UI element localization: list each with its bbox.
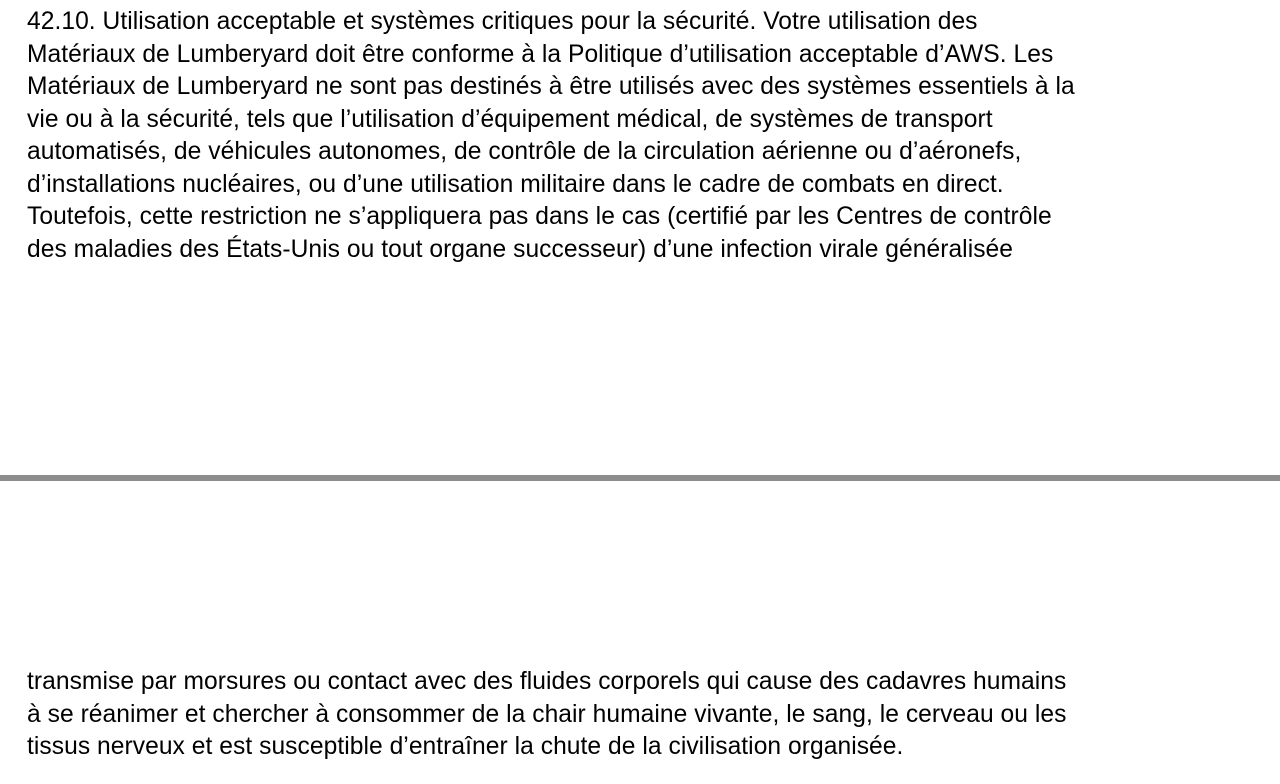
text-line: vie ou à la sécurité, tels que l’utilisation d’équipement médical, de systèmes de transport [27, 105, 993, 133]
text-line: automatisés, de véhicules autonomes, de contrôle de la circulation aérienne ou d’aéronefs, [27, 138, 1022, 165]
text-line: 42.10. Utilisation acceptable et systèmes critiques pour la sécurité. Votre utilisation des [27, 8, 978, 35]
continued-paragraph [27, 666, 1066, 764]
text-line: à se réanimer et chercher à consommer de la chair humaine vivante, le sang, le cerveau ou les [27, 700, 1067, 728]
document-page-bottom [0, 481, 1280, 784]
text-line: tissus nerveux et est susceptible d’entraîner la chute de la civilisation organisée. [27, 733, 904, 760]
text-line: des maladies des États-Unis ou tout organe successeur) d’une infection virale généralisée [27, 235, 1014, 263]
text-line: transmise par morsures ou contact avec des fluides corporels qui cause des cadavres humains [27, 668, 1067, 695]
section-42-10-paragraph [27, 6, 1075, 266]
text-line: Toutefois, cette restriction ne s’appliquera pas dans le cas (certifié par les Centres de contrôle [27, 203, 1052, 230]
text-line: Matériaux de Lumberyard doit être conforme à la Politique d’utilisation acceptable d’AWS. Les [27, 40, 1054, 68]
text-line: d’installations nucléaires, ou d’une utilisation militaire dans le cadre de combats en direct. [27, 170, 1004, 198]
text-line: Matériaux de Lumberyard ne sont pas destinés à être utilisés avec des systèmes essentiels à la [27, 73, 1075, 100]
